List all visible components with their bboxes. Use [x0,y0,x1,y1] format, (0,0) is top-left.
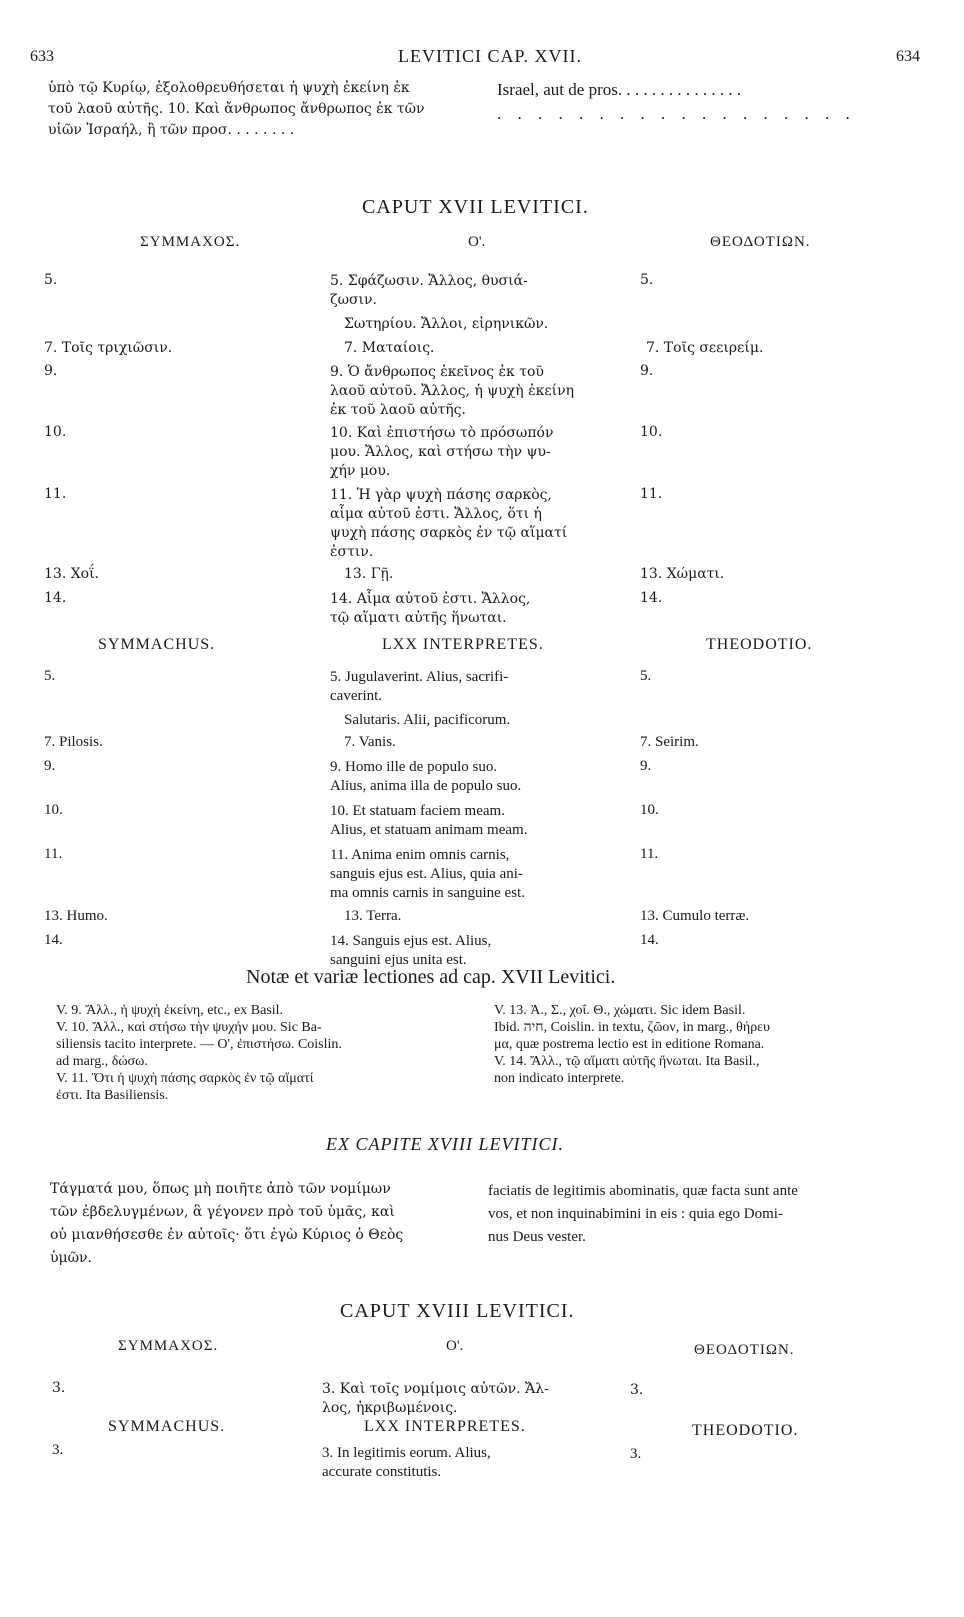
latin-row-14-left: 14. [44,932,63,948]
latin-row-7-center: 7. Vanis. [344,734,396,750]
text-line: τοῦ λαοῦ αὐτῆς. 10. Καὶ ἄνθρωπος ἄνθρωπος ἐκ τῶν [48,101,425,117]
greek-row-13-right: 13. Χώματι. [640,566,725,582]
greek-row-5-center: 5. Σφάζωσιν. Ἄλλος, θυσιά- ζωσιν. [330,273,528,308]
column-head-theodotion-latin-xviii: THEODOTIO. [692,1422,799,1439]
greek-row-13-center: 13. Γῇ. [344,566,394,582]
text-line: υἱῶν Ἰσραήλ, ἢ τῶν προσ. . . . . . . . [48,122,295,138]
greek-row-7-right: 7. Τοῖς σεειρείμ. [646,340,764,356]
greek-row-9-right: 9. [640,363,654,379]
xviii-latin-row-3-right: 3. [630,1446,642,1462]
latin-row-13-left: 13. Humo. [44,908,108,924]
greek-row-14-right: 14. [640,590,663,606]
latin-row-13-center: 13. Terra. [344,908,402,924]
page-number-right: 634 [896,48,920,65]
column-head-lxx-greek: Ο'. [468,234,486,250]
latin-row-9-center: 9. Homo ille de populo suo. Alius, anima illa de populo suo. [330,759,522,794]
running-title: LEVITICI CAP. XVII. [398,46,582,66]
xviii-greek-row-3-left: 3. [52,1380,66,1396]
excerpt-greek: Τάγματά μου, ὅπως μὴ ποιῆτε ἀπὸ τῶν νομίμων τῶν ἐβδελυγμένων, ἃ γέγονεν πρὸ τοῦ ὑμᾶς, καὶ οὐ μιανθήσεσθε ἐν αὐτοῖς· ὅτι ἐγὼ Κύριος ὁ Θεὸς ὑμῶν. [50,1181,404,1266]
latin-row-10-right: 10. [640,802,659,818]
column-head-symmachus-latin-xviii: SYMMACHUS. [108,1418,226,1435]
greek-row-11-center: 11. Ἡ γὰρ ψυχὴ πάσης σαρκὸς, αἷμα αὐτοῦ ἐστι. Ἄλλος, ὅτι ἡ ψυχὴ πάσης σαρκὸς ἐν τῷ αἵματί ἐστιν. [330,487,568,560]
greek-row-7-left: 7. Τοῖς τριχιῶσιν. [44,340,173,356]
top-latin-text [497,78,856,126]
xviii-latin-row-3-left: 3. [52,1442,64,1458]
column-head-lxx-latin: LXX INTERPRETES. [382,636,544,653]
column-head-lxx-greek-xviii: Ο'. [446,1338,464,1354]
excerpt-latin: faciatis de legitimis abominatis, quæ facta sunt ante vos, et non inquinabimini in eis : quia ego Domi- nus Deus vester. [488,1183,798,1245]
text-line: ὑπὸ τῷ Κυρίῳ, ἐξολοθρευθήσεται ἡ ψυχὴ ἐκείνη ἐκ [48,80,410,96]
greek-row-13-left: 13. Χοΐ. [44,566,100,582]
greek-row-5-left: 5. [44,272,58,288]
latin-row-11-right: 11. [640,846,659,862]
chapter-xvii-title: CAPUT XVII LEVITICI. [362,196,589,218]
notes-right-column: V. 13. Ἀ., Σ., χοΐ. Θ., χώματι. Sic idem Basil. Ibid. חיה, Coislin. in textu, ζῶον, in marg., θήρευ μα, quæ postrema lectio est in editione Romana. V. 14. Ἄλλ., τῷ αἵματι αὐτῆς ἥνωται. Ita Basil., non indicato interprete. [494,1003,770,1086]
text-line: . . . . . . . . . . . . . . . . . . [497,104,856,123]
greek-row-11-left: 11. [44,486,67,502]
xviii-greek-row-3-center: 3. Καὶ τοῖς νομίμοις αὐτῶν. Ἄλ- λος, ἠκριβωμένοις. [322,1381,549,1416]
greek-row-5b-center: Σωτηρίου. Ἄλλοι, εἰρηνικῶν. [344,316,549,332]
latin-row-13-right: 13. Cumulo terræ. [640,908,750,924]
greek-row-7-center: 7. Ματαίοις. [344,340,435,356]
latin-row-5-right: 5. [640,668,652,684]
column-head-symmachus-greek: ΣΥΜΜΑΧΟΣ. [140,234,241,250]
latin-row-7-left: 7. Pilosis. [44,734,103,750]
excerpt-title: EX CAPITE XVIII LEVITICI. [326,1134,564,1154]
latin-row-9-right: 9. [640,758,652,774]
latin-row-11-center: 11. Anima enim omnis carnis, sanguis ejus est. Alius, quia ani- ma omnis carnis in sanguine est. [330,847,525,901]
greek-row-10-right: 10. [640,424,663,440]
column-head-theodotion-latin: THEODOTIO. [706,636,813,653]
latin-row-7-right: 7. Seirim. [640,734,699,750]
latin-row-11-left: 11. [44,846,63,862]
latin-row-10-center: 10. Et statuam faciem meam. Alius, et statuam animam meam. [330,803,528,838]
latin-row-14-center: 14. Sanguis ejus est. Alius, sanguini ejus unita est. [330,933,492,968]
latin-row-14-right: 14. [640,932,659,948]
chapter-xviii-title: CAPUT XVIII LEVITICI. [340,1300,575,1322]
latin-row-5-left: 5. [44,668,56,684]
greek-row-10-center: 10. Καὶ ἐπιστήσω τὸ πρόσωπόν μου. Ἄλλος, καὶ στήσω τὴν ψυ- χήν μου. [330,425,554,479]
latin-row-5b-center: Salutaris. Alii, pacificorum. [344,712,511,728]
greek-row-10-left: 10. [44,424,67,440]
text-line: Israel, aut de pros. . . . . . . . . . . . . . . [497,80,742,99]
column-head-symmachus-greek-xviii: ΣΥΜΜΑΧΟΣ. [118,1338,219,1354]
column-head-theodotion-greek-xviii: ΘΕΟΔΟΤΙΩΝ. [694,1342,795,1358]
xviii-latin-row-3-center: 3. In legitimis eorum. Alius, accurate constitutis. [322,1445,491,1480]
top-greek-text [48,78,425,141]
notes-left-column: V. 9. Ἄλλ., ἡ ψυχὴ ἐκείνη, etc., ex Basil. V. 10. Ἄλλ., καὶ στήσω τὴν ψυχήν μου. Sic Ba- siliensis tacito interprete. — Ο', ἐπιστήσω. Coislin. ad marg., δώσω. V. 11. Ὅτι ἡ ψυχὴ πάσης σαρκὸς ἐν τῷ αἵματί ἐστι. Ita Basiliensis. [56,1003,342,1103]
greek-row-14-left: 14. [44,590,67,606]
greek-row-11-right: 11. [640,486,663,502]
greek-row-5-right: 5. [640,272,654,288]
column-head-theodotion-greek: ΘΕΟΔΟΤΙΩΝ. [710,234,811,250]
column-head-symmachus-latin: SYMMACHUS. [98,636,216,653]
greek-row-9-left: 9. [44,363,58,379]
greek-row-9-center: 9. Ὁ ἄνθρωπος ἐκεῖνος ἐκ τοῦ λαοῦ αὐτοῦ. Ἄλλος, ἡ ψυχὴ ἐκείνη ἐκ τοῦ λαοῦ αὐτῆς. [330,364,575,418]
latin-row-9-left: 9. [44,758,56,774]
notes-title: Notæ et variæ lectiones ad cap. XVII Levitici. [246,966,616,988]
latin-row-10-left: 10. [44,802,63,818]
latin-row-5-center: 5. Jugulaverint. Alius, sacrifi- caverint. [330,669,509,704]
page-number-left: 633 [30,48,54,65]
column-head-lxx-latin-xviii: LXX INTERPRETES. [364,1418,526,1435]
greek-row-14-center: 14. Αἷμα αὐτοῦ ἐστι. Ἄλλος, τῷ αἵματι αὐτῆς ἥνωται. [330,591,531,626]
xviii-greek-row-3-right: 3. [630,1382,644,1398]
